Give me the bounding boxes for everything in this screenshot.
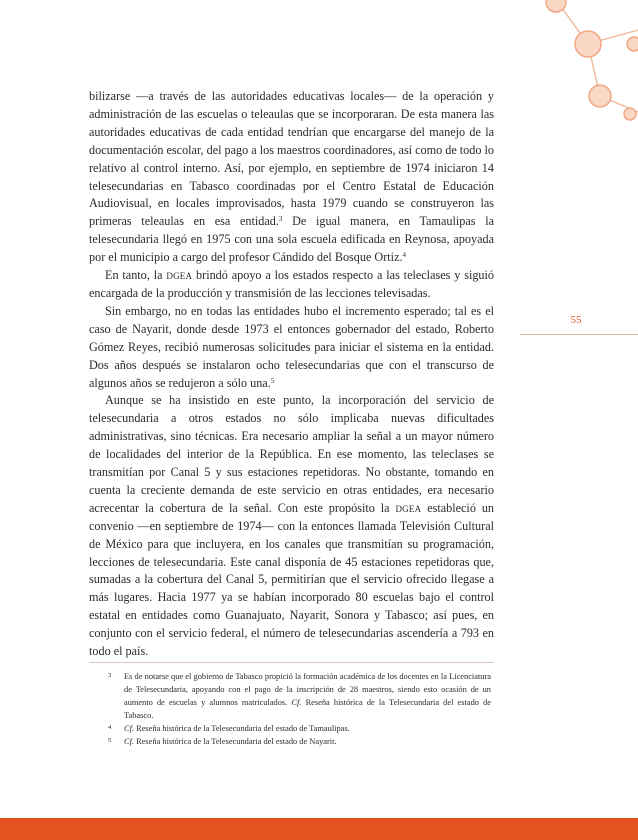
footnote-divider bbox=[89, 662, 494, 663]
paragraph-1: bilizarse —a través de las autoridades educativas locales— de la operación y administración de las escuelas o teleaulas que se incorporaran. De esta manera las autoridades educativas de cada entidad tendrían que encargarse del manejo de la documentación escolar, del pago a los maestros coordinadores, así como de todo lo relativo al control interno. Así, por ejemplo, en septiembre de 1974 iniciaron 14 telesecundarias en Tabasco coordinadas por el Centro Estatal de Educación Audiovisual, en locales improvisados, hasta 1979 cuando se construyeron las primeras teleaulas en esa entidad.$^3$ De igual manera, en Tamaulipas la telesecundaria llegó en 1975 con una sola escuela edificada en Reynosa, apoyada por el municipio a cargo del profesor Cándido del Bosque Ortiz.$^4$ bbox=[89, 89, 494, 265]
footnote-4: 4 Cf. Reseña histórica de la Telesecundaria del estado de Tamaulipas. bbox=[108, 723, 350, 733]
footnote-5: 5 Cf. Reseña histórica de la Telesecundaria del estado de Nayarit. bbox=[108, 736, 337, 746]
decor-circle-4 bbox=[627, 37, 638, 51]
footnote-ref-3: 3 bbox=[278, 215, 283, 224]
page-number: 55 bbox=[570, 314, 582, 326]
paragraph-4: Aunque se ha insistido en este punto, la incorporación del servicio de telesecundaria a otros estados no sólo implicaba nuevas dificultades administrativas, sino técnicas. Era necesario ampliar la señal a un mayor número de localidades del interior de la República. En ese momento, las teleclases se transmitían por Canal 5 y sus estaciones repetidoras. No obstante, tomando en cuenta la creciente demanda de este servicio en otras entidades, era necesario acrecentar la cobertura de la señal. Con este propósito la dgea estableció un convenio —en septiembre de 1974— con la entonces llamada Televisión Cultural de México para que incluyera, en los canales que transmitían su programación, lecciones de telesecundaria. Este canal disponía de 45 estaciones repetidoras que, sumadas a la cobertura del Canal 5, permitirían que el servicio ofrecido llegase a más lugares. Hacia 1977 ya se habían incorporado 80 escuelas bajo el control estatal en entidades como Guanajuato, Nayarit, Sonora y Tabasco; así pues, en conjunto con el servicio federal, el número de telesecundarias ascendería a 793 en todo el país. bbox=[89, 393, 495, 659]
decor-circle-5 bbox=[624, 108, 636, 120]
footnote-ref-5: 5 bbox=[270, 376, 275, 385]
dgea-acronym-2: dgea bbox=[395, 500, 422, 515]
paragraph-2: En tanto, la dgea brindó apoyo a los estados respecto a las teleclases y siguió encargada de la producción y transmisión de las lecciones televisadas. bbox=[89, 268, 495, 300]
decor-circle-2 bbox=[575, 31, 601, 57]
footnote-ref-4: 4 bbox=[402, 251, 407, 260]
paragraph-3: Sin embargo, no en todas las entidades hubo el incremento esperado; tal es el caso de Nayarit, donde desde 1973 el entonces gobernador del estado, Roberto Gómez Reyes, recibió numerosas solicitudes para iniciar el sistema en la entidad. Dos años después se instalaron ocho telesecundarias que con el transcurso de algunos años se redujeron a sólo una.$^5$ bbox=[89, 303, 494, 390]
dgea-acronym: dgea bbox=[166, 268, 193, 283]
footnote-3: 3 Es de notarse que el gobierno de Tabasco propició la formación académica de los docentes en la Licenciatura de Telesecundaria, apoyando con el pago de la inscripción de 28 maestros, siendo esto ocasión de un aumento de escuelas y alumnos matriculados. Cf. Reseña histórica de la Telesecundaria del estado de Tabasco. bbox=[108, 672, 491, 720]
decor-circle-1 bbox=[546, 0, 566, 12]
footnotes bbox=[108, 671, 491, 748]
main-text bbox=[89, 88, 494, 661]
decor-circle-3 bbox=[589, 85, 611, 107]
bottom-color-bar bbox=[0, 818, 638, 840]
page-number-rule bbox=[520, 334, 638, 335]
